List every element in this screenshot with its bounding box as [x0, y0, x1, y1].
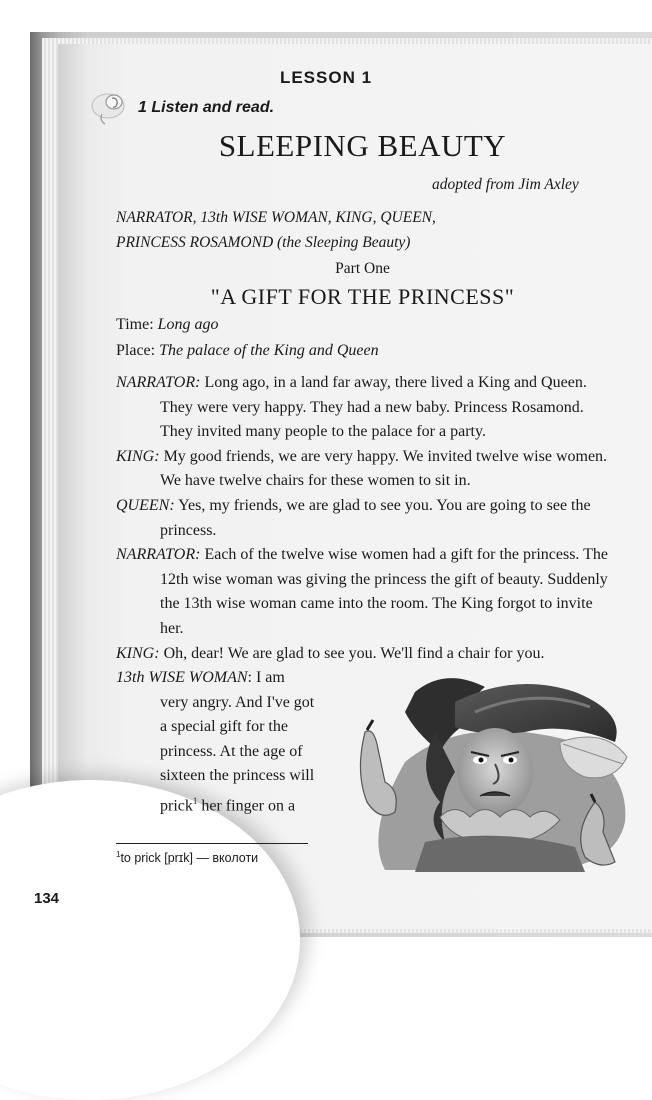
speech-line: princess. At the age of	[160, 742, 303, 760]
dialogue-text: Each of the twelve wise women had a gift for the princess. The 12th wise woman was giving the princess the gift of beauty. Suddenly the 13th wise woman came into the room. The King forgot to invite her.	[160, 546, 609, 637]
cast-line: PRINCESS ROSAMOND (the Sleeping Beauty)	[116, 234, 411, 251]
speech-text: her finger on a	[197, 797, 296, 815]
speaker: KING:	[116, 447, 160, 465]
speaker: 13th WISE WOMAN	[116, 669, 248, 686]
footnote	[116, 850, 258, 865]
speaker: NARRATOR:	[116, 374, 201, 391]
cast-list	[116, 205, 616, 255]
lesson-heading: LESSON 1	[279, 68, 373, 87]
dialogue-text: Yes, my friends, we are glad to see you. You are going to see the princess.	[160, 496, 591, 539]
speech-text: prick	[160, 797, 193, 815]
dialogue-text: Long ago, in a land far away, there lived a King and Queen. They were very happy. They had a new baby. Princess Rosamond. They invited many people to the palace for a party.	[160, 374, 587, 441]
place-label: Place:	[116, 342, 156, 359]
footnote-marker: 1	[192, 795, 198, 806]
dialogue-text: My good friends, we are very happy. We invited twelve wise women. We have twelve chairs for these women to sit in.	[160, 447, 608, 490]
dialogue-line	[116, 543, 616, 641]
page-number: 134	[34, 890, 60, 907]
listen-ear-icon	[88, 88, 136, 128]
speaker: QUEEN:	[116, 496, 175, 514]
speech-line: sixteen the princess will	[160, 767, 315, 785]
dialogue-line	[116, 642, 616, 667]
part-title: "A GIFT FOR THE PRINCESS"	[210, 284, 515, 309]
speaker: KING:	[116, 644, 160, 662]
wise-woman-speech	[116, 666, 356, 819]
place-value: The palace of the King and Queen	[159, 342, 379, 359]
setting-time	[116, 316, 219, 334]
part-label: Part One	[335, 260, 390, 277]
footnote-mark: 1	[116, 850, 121, 859]
footnote-text: to prick [prɪk] — вколоти	[120, 851, 259, 866]
setting-place	[116, 342, 379, 360]
task-instruction: 1 Listen and read.	[138, 99, 275, 116]
time-value: Long ago	[157, 316, 219, 333]
cast-line: NARRATOR, 13th WISE WOMAN, KING, QUEEN,	[116, 209, 436, 226]
story-title: SLEEPING BEAUTY	[218, 128, 507, 163]
speaker: NARRATOR:	[116, 546, 201, 564]
dialogue-line	[116, 666, 356, 691]
adaptation-credit: adopted from Jim Axley	[432, 176, 579, 193]
speech-line: very angry. And I've got	[160, 693, 315, 711]
speech-line	[116, 789, 356, 819]
dialogue-text: Oh, dear! We are glad to see you. We'll find a chair for you.	[163, 644, 545, 662]
time-label: Time:	[116, 316, 154, 333]
dialogue-line	[116, 371, 616, 445]
wise-woman-illustration	[345, 672, 630, 872]
dialogue-text: : I am	[247, 669, 285, 686]
play-script	[116, 371, 616, 666]
footnote-divider	[116, 843, 308, 844]
dialogue-line	[116, 494, 616, 543]
speech-line: a special gift for the	[160, 718, 288, 736]
dialogue-line	[116, 445, 616, 494]
